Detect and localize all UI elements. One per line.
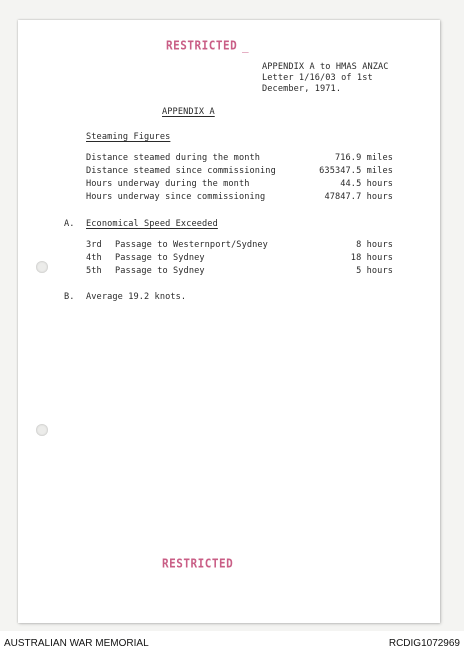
- steaming-row-label: Distance steamed since commissioning: [86, 166, 276, 176]
- header-line-2: Letter 1/16/03 of 1st: [262, 73, 373, 83]
- steaming-heading: Steaming Figures: [86, 132, 171, 142]
- steaming-row-value: 44.5 hours: [340, 179, 393, 189]
- speed-row-label: Passage to Sydney: [115, 266, 205, 276]
- steaming-row-label: Hours underway since commissioning: [86, 192, 266, 202]
- footer-record-id: RCDIG1072969: [388, 638, 460, 649]
- document-page: [18, 20, 440, 623]
- steaming-row-label: Hours underway during the month: [86, 179, 250, 189]
- steaming-row-value: 47847.7 hours: [324, 192, 393, 202]
- section-b-marker: B.: [64, 292, 75, 302]
- steaming-row-value: 635347.5 miles: [319, 166, 393, 176]
- stamp-mark: _: [242, 38, 250, 53]
- restricted-stamp-top: RESTRICTED: [166, 38, 238, 53]
- restricted-stamp-bottom: RESTRICTED: [162, 556, 234, 571]
- speed-row-label: Passage to Westernport/Sydney: [115, 240, 268, 250]
- speed-row-value: 18 hours: [350, 253, 393, 263]
- speed-row-value: 8 hours: [356, 240, 393, 250]
- punch-hole-upper: [36, 261, 48, 273]
- section-a-marker: A.: [64, 219, 75, 229]
- section-b-text: Average 19.2 knots.: [86, 292, 187, 302]
- speed-row-value: 5 hours: [356, 266, 393, 276]
- speed-row-label: Passage to Sydney: [115, 253, 205, 263]
- document-title: APPENDIX A: [162, 107, 215, 117]
- speed-row-ordinal: 5th: [86, 266, 102, 276]
- speed-row-ordinal: 3rd: [86, 240, 102, 250]
- header-line-1: APPENDIX A to HMAS ANZAC: [262, 62, 389, 72]
- punch-hole-lower: [36, 424, 48, 436]
- header-line-3: December, 1971.: [262, 84, 342, 94]
- section-a-heading: Economical Speed Exceeded: [86, 219, 218, 229]
- steaming-row-value: 716.9 miles: [334, 153, 393, 163]
- speed-row-ordinal: 4th: [86, 253, 102, 263]
- steaming-row-label: Distance steamed during the month: [86, 153, 261, 163]
- footer-institution: AUSTRALIAN WAR MEMORIAL: [4, 638, 149, 649]
